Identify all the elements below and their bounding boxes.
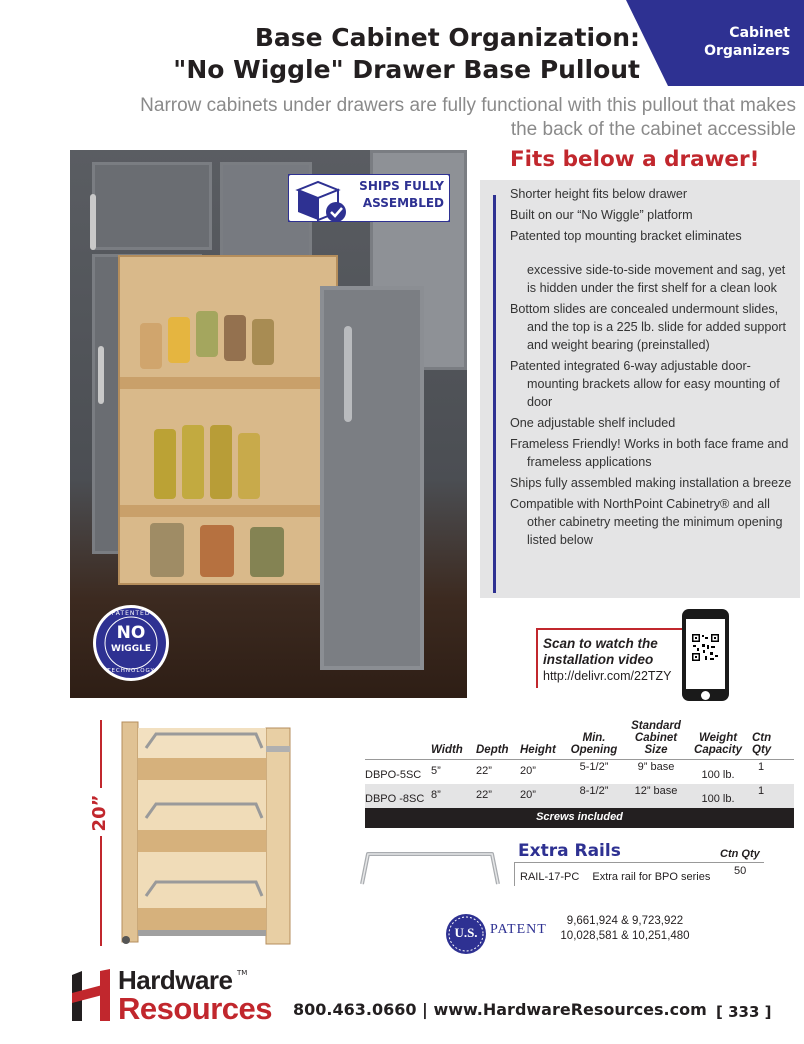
col-depth-label: Depth <box>476 744 509 756</box>
col-height <box>520 720 566 760</box>
col-min-opening-1: Min. <box>582 732 606 744</box>
pullout-unit <box>118 255 338 585</box>
extra-rail-photo <box>356 850 504 888</box>
section-tab-line2: Organizers <box>704 43 790 59</box>
pullout-unit-photo <box>116 718 296 946</box>
spice-jar <box>168 317 190 363</box>
patent-word: PATENT <box>490 922 547 937</box>
col-ctn <box>746 720 794 760</box>
ships-assembled-badge <box>288 174 450 222</box>
spice-jar <box>224 315 246 361</box>
table-footer-row <box>365 808 794 828</box>
col-depth <box>476 720 520 760</box>
pullout-door-panel <box>320 286 424 670</box>
scan-video-callout <box>536 628 686 688</box>
col-height-label: Height <box>520 744 556 756</box>
page-number: [ 333 ] <box>716 1003 772 1021</box>
cell-height: 20” <box>520 784 566 808</box>
feature-item: Frameless Friendly! Works in both face frame and frameless applications <box>510 437 789 469</box>
no-wiggle-arc-top: PATENTED <box>111 610 151 617</box>
features-accent-rule <box>493 195 496 593</box>
extra-rails-rule <box>514 862 764 863</box>
patent-numbers <box>550 914 700 944</box>
height-dimension-label: 20” <box>89 794 110 832</box>
no-wiggle-arc-bottom: TECHNOLOGY <box>107 668 155 674</box>
cell-std-size: 9” base <box>622 760 690 784</box>
col-weight-1: Weight <box>698 732 738 744</box>
col-min-opening <box>566 720 622 760</box>
col-min-opening-2: Opening <box>570 744 618 756</box>
spec-table-header <box>365 720 794 760</box>
page-title-line2: "No Wiggle" Drawer Base Pullout <box>173 55 640 84</box>
feature-item: One adjustable shelf included <box>510 416 676 430</box>
ships-assembled-text <box>359 178 444 212</box>
section-tab-line1: Cabinet <box>729 25 790 41</box>
brand-logo <box>70 965 273 1026</box>
col-width-label: Width <box>431 744 463 756</box>
oil-bottle <box>182 425 204 499</box>
ships-line2: ASSEMBLED <box>362 196 444 210</box>
extra-rails-description: Extra rail for BPO series <box>592 871 711 883</box>
upper-drawer-front <box>92 162 212 250</box>
scan-line1: Scan to watch the <box>543 636 658 651</box>
extra-rails-ctn-header: Ctn Qty <box>720 848 760 860</box>
cell-min-opening: 5-1/2” <box>566 760 622 784</box>
page-subtitle <box>100 94 796 142</box>
cell-width: 8” <box>431 784 476 808</box>
brand-trademark: TM <box>237 969 248 977</box>
pullout-door-handle <box>344 326 352 422</box>
no-wiggle-sub: WIGGLE <box>111 644 151 654</box>
section-tab <box>626 0 804 86</box>
cell-ctn: 1 <box>746 760 794 784</box>
cell-height: 20” <box>520 760 566 784</box>
cell-width: 5” <box>431 760 476 784</box>
col-std-size-2: Cabinet Size <box>634 732 678 756</box>
table-row <box>365 760 794 784</box>
oil-bottle <box>154 429 176 499</box>
features-heading: Fits below a drawer! <box>510 147 760 172</box>
cell-weight: 100 lb. <box>690 784 746 808</box>
col-width <box>431 720 476 760</box>
cell-depth: 22” <box>476 760 520 784</box>
cell-part: DBPO -8SC <box>365 784 431 808</box>
features-panel <box>480 180 800 598</box>
brand-name-line2: Resources <box>118 991 273 1026</box>
phone-screen <box>686 619 725 689</box>
cell-depth: 22” <box>476 784 520 808</box>
feature-item: Shorter height fits below drawer <box>510 187 688 201</box>
pullout-shelf <box>120 377 336 389</box>
hr-logo-mark <box>70 969 112 1021</box>
extra-rails-vrule <box>514 862 515 886</box>
cell-std-size: 12” base <box>622 784 690 808</box>
door-handle <box>98 346 104 404</box>
page-subtitle-line1: Narrow cabinets under drawers are fully functional with this pullout that makes <box>140 95 796 116</box>
col-std-size-1: Standard <box>631 720 681 732</box>
box-check-icon <box>292 176 352 224</box>
cell-weight: 100 lb. <box>690 760 746 784</box>
extra-rails-row <box>520 871 710 883</box>
spice-jar <box>196 311 218 357</box>
features-list <box>510 185 794 552</box>
contact-line[interactable]: 800.463.0660 | www.HardwareResources.com <box>293 1000 707 1019</box>
scan-line2: installation video <box>543 652 654 667</box>
video-link[interactable]: http://delivr.com/22TZY <box>543 669 672 683</box>
pullout-shelf <box>120 505 336 517</box>
no-wiggle-badge <box>92 604 170 682</box>
qr-code-icon[interactable] <box>691 633 720 662</box>
spice-jar <box>150 523 184 577</box>
us-patent-seal <box>444 912 488 956</box>
ships-line1: SHIPS FULLY <box>359 179 444 193</box>
feature-item: Compatible with NorthPoint Cabinetry® and all other cabinetry meeting the minimum opening listed below <box>510 497 783 547</box>
extra-rails-part: RAIL-17-PC <box>520 871 580 883</box>
patent-numbers-line2: 10,028,581 & 10,251,480 <box>560 930 690 942</box>
spice-jar <box>252 319 274 365</box>
phone-home-button <box>701 691 710 700</box>
oil-bottle <box>210 425 232 499</box>
feature-item: Patented top mounting bracket eliminates <box>510 229 742 243</box>
col-std-size <box>622 720 690 760</box>
page-title <box>150 22 640 86</box>
screws-included-note: Screws included <box>365 808 794 828</box>
page-subtitle-line2: the back of the cabinet accessible <box>510 119 796 140</box>
spice-jar <box>140 323 162 369</box>
section-tab-label <box>680 24 790 60</box>
cell-part: DBPO-5SC <box>365 760 431 784</box>
extra-rails-heading: Extra Rails <box>518 841 621 861</box>
table-row <box>365 784 794 808</box>
patent-seal-text: U.S. <box>454 925 478 940</box>
feature-item: Ships fully assembled making installation a breeze <box>510 476 792 490</box>
col-part <box>365 720 431 760</box>
page-title-line1: Base Cabinet Organization: <box>254 23 640 52</box>
brand-name-line1: Hardware <box>118 965 233 995</box>
spice-jar <box>250 527 284 577</box>
feature-item-continuation: excessive side-to-side movement and sag, yet is hidden under the first shelf for a clean look <box>527 263 786 295</box>
col-weight <box>690 720 746 760</box>
feature-item: Bottom slides are concealed undermount slides, and the top is a 225 lb. slide for added support and weight bearing (preinstalled) <box>510 302 787 352</box>
spice-jar <box>200 525 234 577</box>
feature-item: Built on our “No Wiggle” platform <box>510 208 693 222</box>
feature-item: Patented integrated 6-way adjustable door-mounting brackets allow for easy mounting of door <box>510 359 780 409</box>
drawer-handle <box>90 194 96 250</box>
cell-min-opening: 8-1/2” <box>566 784 622 808</box>
cell-ctn: 1 <box>746 784 794 808</box>
col-ctn-1: Ctn <box>752 732 772 744</box>
phone-qr-icon <box>682 609 729 701</box>
patent-numbers-line1: 9,661,924 & 9,723,922 <box>566 915 684 927</box>
scan-video-text <box>543 636 685 668</box>
spec-table <box>365 720 794 828</box>
oil-bottle <box>238 433 260 499</box>
no-wiggle-main: NO <box>116 623 146 643</box>
col-ctn-2: Qty <box>752 744 772 756</box>
col-weight-2: Capacity <box>694 744 742 756</box>
extra-rails-qty: 50 <box>734 865 747 877</box>
